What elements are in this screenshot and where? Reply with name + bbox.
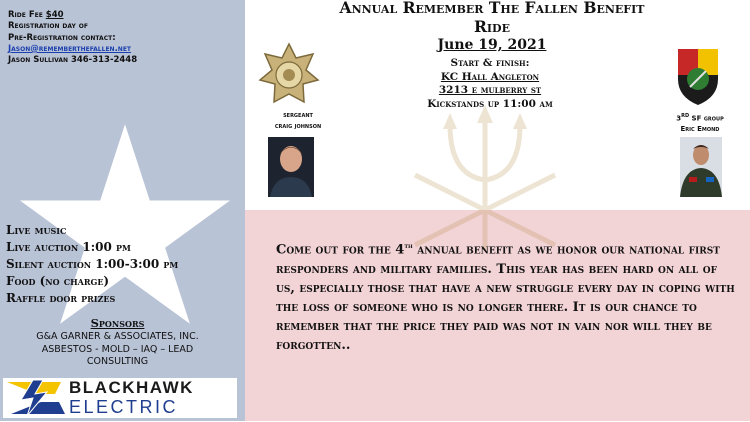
ride-fee: Ride Fee $40 — [8, 10, 64, 20]
contact-name-phone: Jason Sullivan 346-313-2448 — [8, 55, 138, 66]
activity-item: Live music — [6, 223, 67, 237]
soldier-portrait-icon — [680, 137, 722, 197]
honoree-left-rank: sergeant — [283, 111, 313, 119]
honoree-right-caption — [660, 110, 740, 135]
activity-item: Raffle door prizes — [6, 291, 116, 305]
start-finish-label: Start & finish: — [450, 57, 530, 69]
honoree-left-photo — [268, 137, 314, 197]
honoree-left-name: craig johnson — [274, 122, 322, 130]
police-badge-icon — [258, 42, 320, 108]
kickstands-time: Kickstands up 11:00 am — [427, 97, 553, 110]
event-title: Annual Remember The Fallen Benefit Ride — [339, 0, 645, 36]
activity-item: Food (no charge) — [6, 274, 110, 288]
honoree-right-photo — [680, 137, 722, 197]
blackhawk-electric-logo — [3, 378, 237, 418]
sponsor-line: CONSULTING — [86, 356, 149, 367]
honoree-right-group: 3rd SF group — [676, 111, 724, 123]
sponsor-line: G&A GARNER & ASSOCIATES, INC. — [36, 331, 199, 342]
sponsors-heading: Sponsors — [90, 316, 145, 330]
sponsor-line: ASBESTOS - MOLD – IAQ – LEAD — [41, 343, 194, 355]
pre-registration-label: Pre-Registration contact: — [8, 32, 116, 43]
activities-list — [6, 222, 178, 307]
activity-item: Silent auction 1:00-3:00 pm — [6, 257, 179, 271]
logo-text-top: BLACKHAWK — [69, 378, 194, 397]
honoree-left-caption — [262, 110, 334, 132]
registration-day-of: Registration day of — [8, 21, 88, 32]
fee-amount: $40 — [45, 10, 64, 20]
venue-name: KC Hall Angleton — [440, 70, 540, 83]
registration-info — [8, 10, 137, 66]
event-location — [380, 57, 600, 111]
event-date: June 19, 2021 — [437, 37, 547, 53]
benefit-message: Come out for the 4th annual benefit as we honor our national first responders and military families. This year has been hard on all of us, especially those that have a new struggle every day in coping with the loss of someone who is no longer there. It is our chance to remember that the price they paid was not in vain nor will they be forgotten.. — [276, 241, 735, 354]
person-portrait-icon — [268, 137, 314, 197]
trident-emblem-watermark — [395, 105, 575, 255]
logo-text-bottom: ELECTRIC — [69, 397, 179, 417]
honoree-right-name: Eric Emond — [680, 125, 720, 134]
venue-address: 3213 e mulberry st — [438, 84, 542, 96]
contact-email-link[interactable]: Jason@rememberthefallen.net — [8, 43, 132, 54]
special-forces-crest-icon — [674, 45, 722, 107]
sponsors-list — [0, 331, 235, 369]
activity-item: Live auction 1:00 pm — [6, 240, 131, 254]
